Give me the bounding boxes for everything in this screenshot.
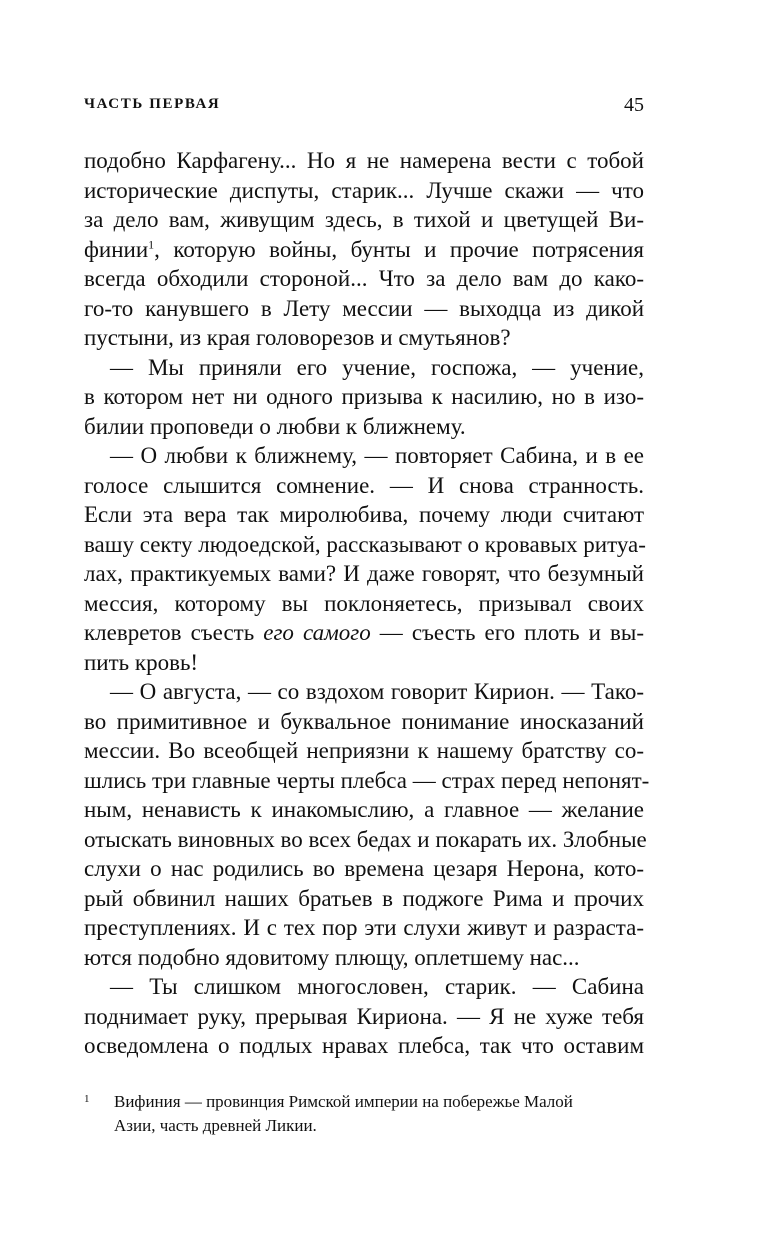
text-line: преступлениях. И с тех пор эти слухи живут и разраста-	[84, 915, 644, 940]
text-line: слухи о нас родились во времена цезаря Нерона, кото-	[84, 856, 644, 881]
text-line: — Ты слишком многословен, старик. — Сабина	[110, 974, 644, 999]
text-line: во примитивное и буквальное понимание иносказаний	[84, 708, 644, 734]
text-line: отыскать виновных во всех бедах и покарать их. Злобные	[84, 826, 647, 852]
text-line	[84, 618, 644, 648]
text-fragment: — съесть его плоть и вы-	[370, 620, 644, 645]
text-line: пустыни, из края головорезов и смутьянов?	[84, 325, 511, 350]
body-text	[84, 146, 650, 1061]
text-line: голосе слышится сомнение. — И снова странность.	[84, 472, 644, 498]
text-line: — Мы приняли его учение, госпожа, — учение,	[110, 354, 644, 380]
text-line: вашу секту людоедской, рассказывают о кровавых ритуа-	[84, 531, 646, 557]
footnote	[84, 1090, 644, 1138]
text-line: — О августа, — со вздохом говорит Кирион. — Тако-	[110, 679, 644, 704]
text-line: в котором нет ни одного призыва к насилию, но в изо-	[84, 384, 644, 409]
text-line: всегда обходили стороной... Что за дело вам до како-	[84, 266, 644, 291]
footnote-mark: 1	[84, 1093, 90, 1105]
text-line: мессия, которому вы поклоняетесь, призывал своих	[84, 590, 644, 616]
text-line: подобно Карфагену... Но я не намерена вести с тобой	[84, 148, 644, 173]
text-fragment: , которую войны, бунты и прочие потрясения	[154, 236, 644, 262]
text-fragment: финии	[84, 236, 149, 262]
paragraph-1	[84, 146, 644, 353]
text-line: мессии. Во всеобщей неприязни к нашему братству со-	[84, 738, 644, 763]
text-line: за дело вам, живущим здесь, в тихой и цветущей Ви-	[84, 207, 644, 232]
text-line: поднимает руку, прерывая Кириона. — Я не хуже тебя	[84, 1003, 644, 1029]
text-line: осведомлена о подлых нравах плебса, так что оставим	[84, 1033, 644, 1058]
running-head: ЧАСТЬ ПЕРВАЯ	[84, 96, 221, 112]
text-fragment: клевретов съесть	[84, 620, 264, 645]
text-line: го-то канувшего в Лету мессии — выходца из дикой	[84, 295, 644, 321]
text-line: лах, практикуемых вами? И даже говорят, что безумный	[84, 561, 644, 586]
text-line: Если эта вера так миролюбива, почему люди считают	[84, 502, 644, 527]
footnote-text-line: Азии, часть древней Ликии.	[114, 1116, 317, 1135]
paragraph-4	[84, 677, 650, 972]
text-line	[84, 235, 644, 265]
footnote-text-line: Вифиния — провинция Римской империи на побережье Малой	[114, 1092, 573, 1111]
text-line: — О любви к ближнему, — повторяет Сабина, и в ее	[110, 443, 644, 468]
footnote-reference[interactable]: 1	[148, 236, 155, 251]
text-line: исторические диспуты, старик... Лучше скажи — что	[84, 177, 644, 203]
text-line: ются подобно ядовитому плющу, оплетшему нас...	[84, 944, 580, 970]
text-line: шлись три главные черты плебса — страх перед непонят-	[84, 767, 650, 793]
text-line: пить кровь!	[84, 649, 199, 675]
paragraph-2	[84, 353, 644, 442]
paragraph-3	[84, 441, 644, 677]
text-line: рый обвинил наших братьев в поджоге Рима и прочих	[84, 885, 644, 911]
page-number: 45	[624, 94, 644, 116]
emphasis-text: его самого	[263, 620, 371, 645]
text-line: ным, ненависть к инакомыслию, а главное — желание	[84, 797, 644, 822]
text-line: билии проповеди о любви к ближнему.	[84, 413, 466, 439]
paragraph-5	[84, 972, 644, 1061]
